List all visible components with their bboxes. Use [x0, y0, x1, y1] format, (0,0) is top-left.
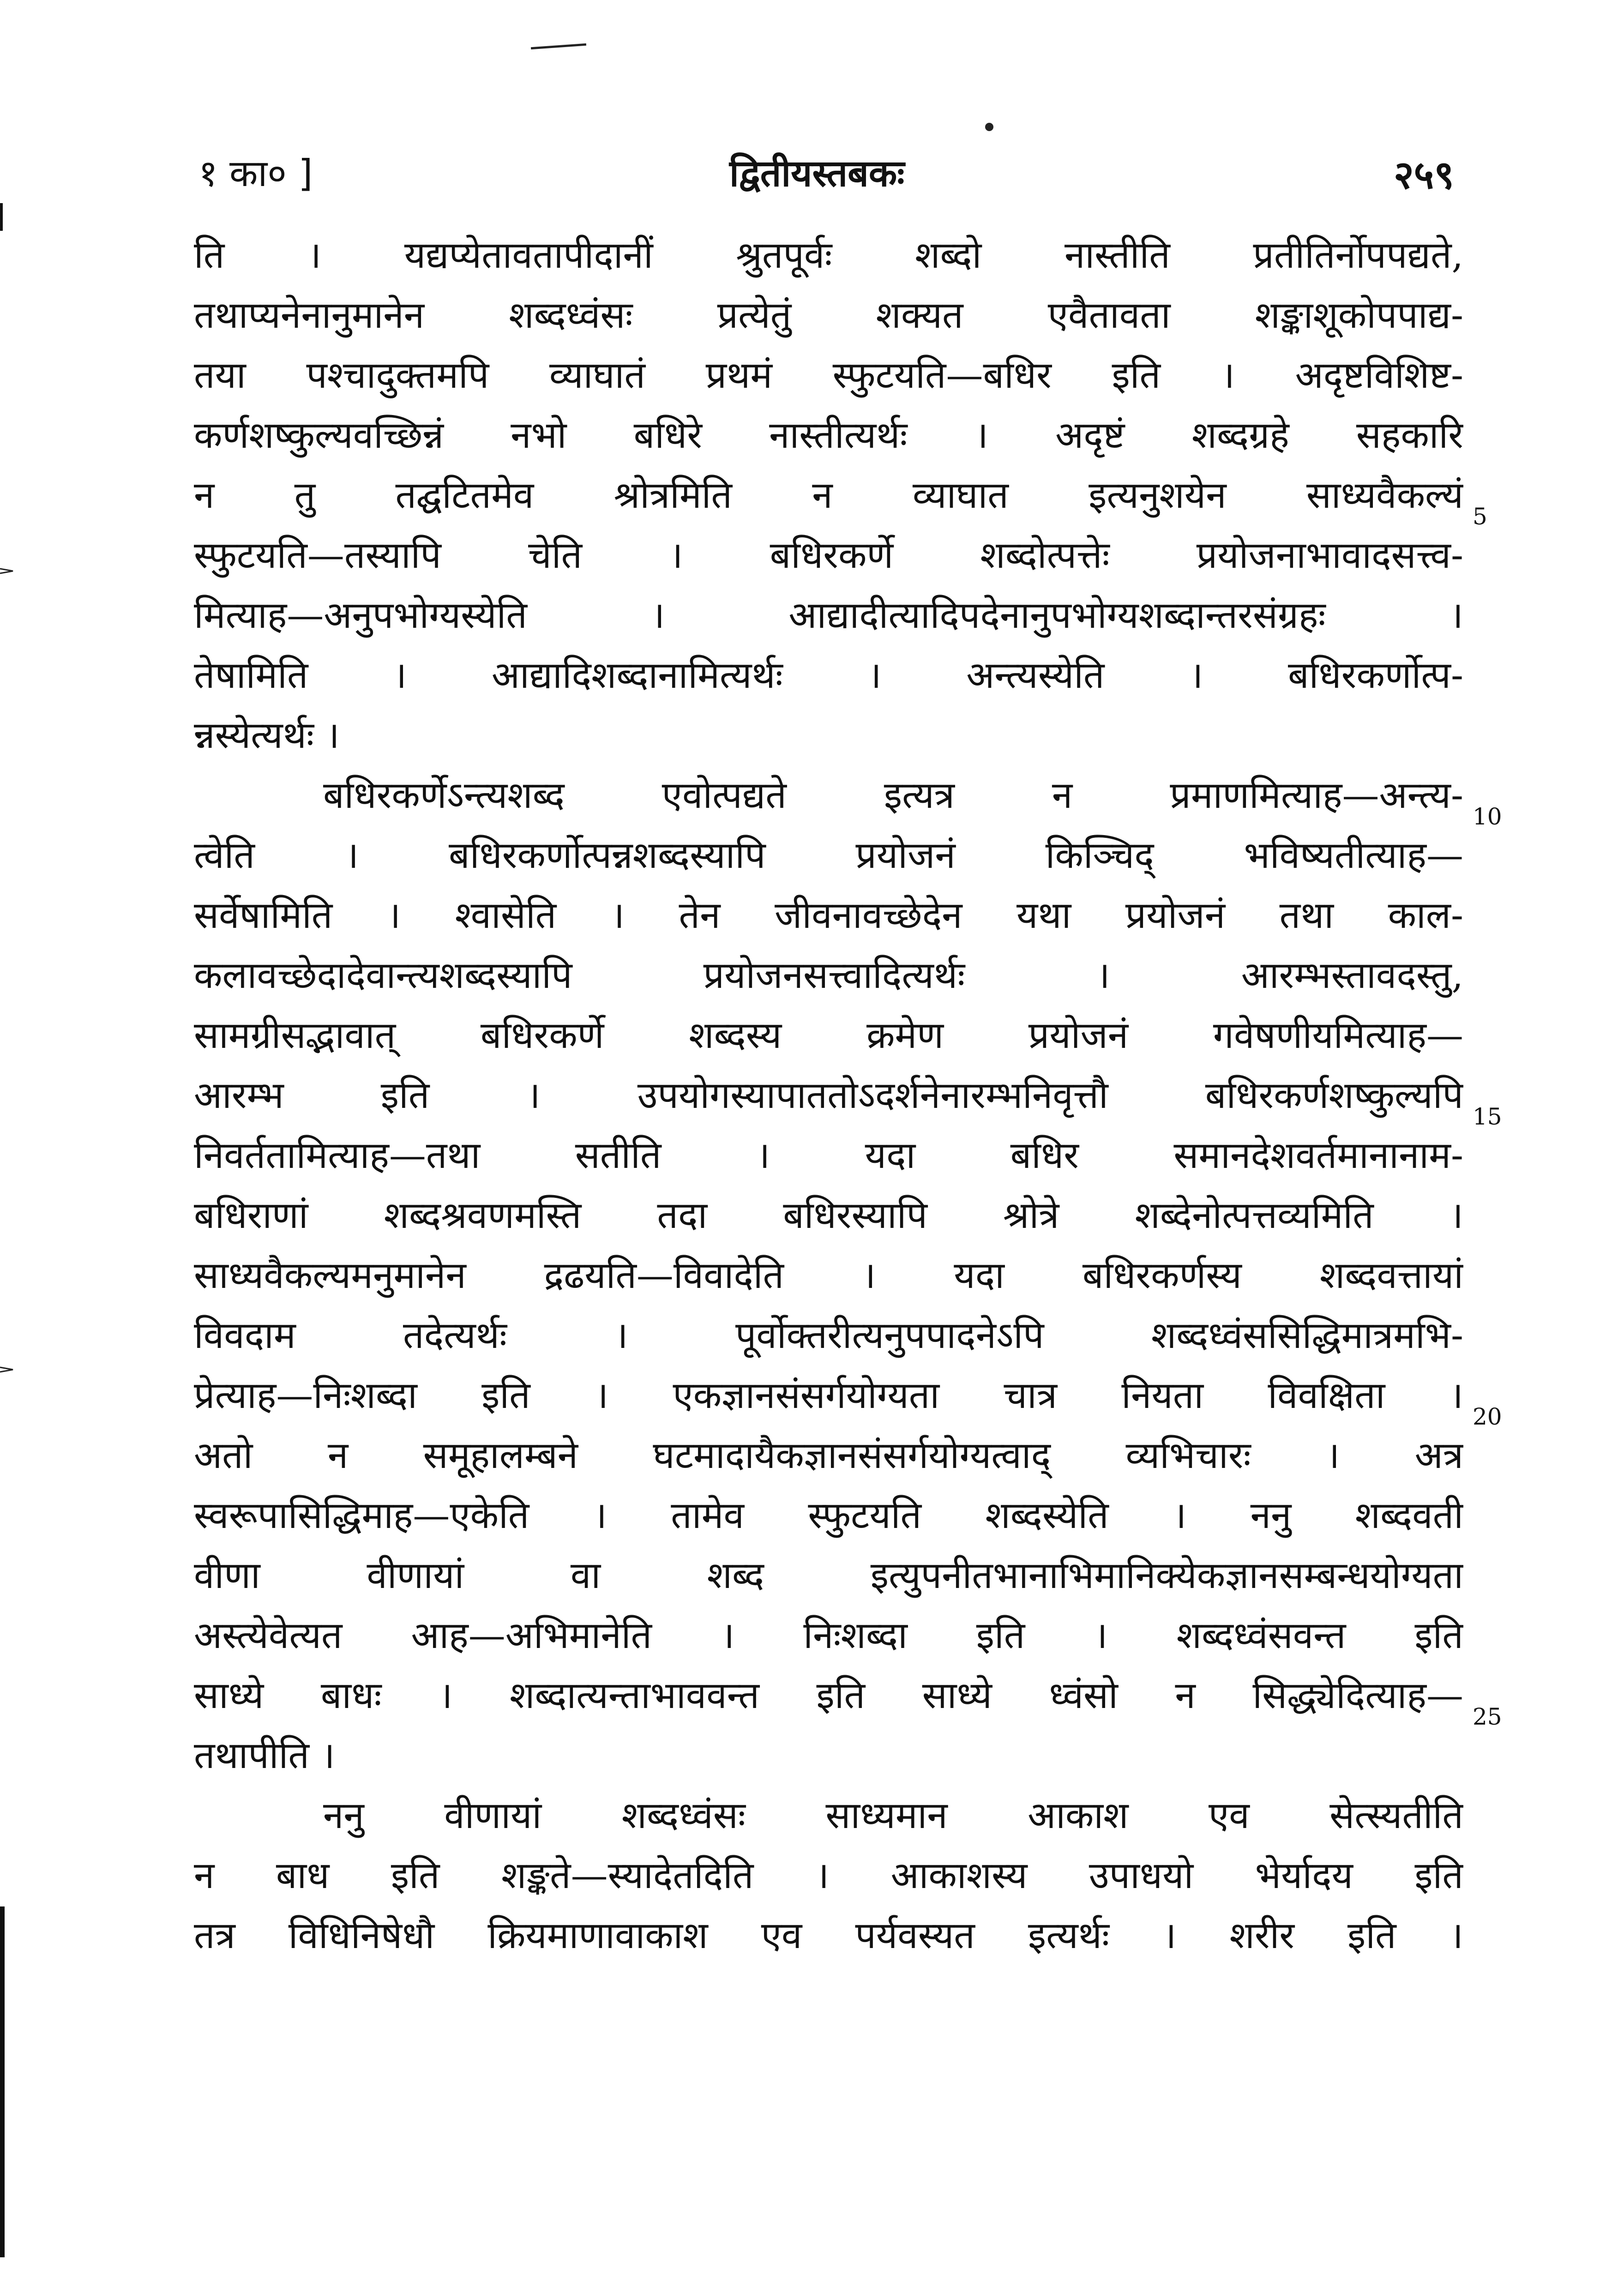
- scan-edge: [0, 203, 3, 231]
- text-line-4: कर्णशष्कुल्यवच्छिन्नं नभो बधिरे नास्तीत्यर्थः । अदृष्टं शब्दग्रहे सहकारि: [194, 414, 1463, 457]
- line-number: 10: [1473, 803, 1502, 830]
- scan-edge-mark: [0, 568, 14, 574]
- ink-dot: [985, 123, 993, 131]
- text-line-11: त्वेति । बधिरकर्णोत्पन्नशब्दस्यापि प्रयोजनं किञ्चिद् भविष्यतीत्याह—: [194, 834, 1463, 877]
- text-line-12: सर्वेषामिति । श्वासेति । तेन जीवनावच्छेदेन यथा प्रयोजनं तथा काल-: [194, 894, 1463, 937]
- text-line-26: तथापीति ।: [194, 1734, 335, 1777]
- text-line-9: न्नस्येत्यर्थः ।: [194, 714, 340, 757]
- text-line-2: तथाप्यनेनानुमानेन शब्दध्वंसः प्रत्येतुं शक्यत एवैतावता शङ्काशूकोपपाद्य-: [194, 294, 1463, 337]
- line-number: 15: [1473, 1103, 1502, 1130]
- scan-edge: [0, 1906, 5, 2257]
- ink-mark: [531, 43, 586, 49]
- text-line-23: वीणा वीणायां वा शब्द इत्युपनीतभानाभिमानिक्येकज्ञानसम्बन्धयोग्यता: [194, 1554, 1463, 1597]
- text-line-15: आरम्भ इति । उपयोगस्यापाततोऽदर्शनेनारम्भनिवृत्तौ बधिरकर्णशष्कुल्यपि: [194, 1074, 1463, 1117]
- text-line-17: बधिराणां शब्दश्रवणमस्ति तदा बधिरस्यापि श्रोत्रे शब्देनोत्पत्तव्यमिति ।: [194, 1194, 1463, 1237]
- section-marker: १ का० ]: [198, 152, 313, 195]
- text-line-25: साध्ये बाधः । शब्दात्यन्ताभाववन्त इति साध्ये ध्वंसो न सिद्ध्येदित्याह—: [194, 1674, 1463, 1717]
- text-line-14: सामग्रीसद्भावात् बधिरकर्णे शब्दस्य क्रमेण प्रयोजनं गवेषणीयमित्याह—: [194, 1014, 1463, 1057]
- chapter-title: द्वितीयस्तबकः: [729, 152, 905, 195]
- line-number: 20: [1473, 1403, 1502, 1430]
- text-line-19: विवदाम तदेत्यर्थः । पूर्वोक्तरीत्यनुपपादनेऽपि शब्दध्वंससिद्धिमात्रमभि-: [194, 1314, 1463, 1357]
- text-line-5: न तु तद्घटितमेव श्रोत्रमिति न व्याघात इत्यनुशयेन साध्यवैकल्यं: [194, 474, 1463, 517]
- line-number: 5: [1473, 503, 1487, 530]
- text-line-8: तेषामिति । आद्यादिशब्दानामित्यर्थः । अन्त्यस्येति । बधिरकर्णोत्प-: [194, 654, 1463, 697]
- text-line-20: प्रेत्याह—निःशब्दा इति । एकज्ञानसंसर्गयोग्यता चात्र नियता विवक्षिता ।: [194, 1374, 1463, 1417]
- text-line-13: कलावच्छेदादेवान्त्यशब्दस्यापि प्रयोजनसत्त्वादित्यर्थः । आरम्भस्तावदस्तु,: [194, 954, 1463, 997]
- text-line-28: न बाध इति शङ्कते—स्यादेतदिति । आकाशस्य उपाधयो भेर्यादय इति: [194, 1854, 1463, 1897]
- page-number: २५९: [1393, 152, 1454, 198]
- text-line-7: मित्याह—अनुपभोग्यस्येति । आद्यादीत्यादिपदेनानुपभोग्यशब्दान्तरसंग्रहः ।: [194, 594, 1463, 637]
- commentary-text: [194, 225, 1463, 1966]
- text-line-22: स्वरूपासिद्धिमाह—एकेति । तामेव स्फुटयति शब्दस्येति । ननु शब्दवती: [194, 1494, 1463, 1537]
- text-line-29: तत्र विधिनिषेधौ क्रियमाणावाकाश एव पर्यवस्यत इत्यर्थः । शरीर इति ।: [194, 1914, 1463, 1957]
- text-line-21: अतो न समूहालम्बने घटमादायैकज्ञानसंसर्गयोग्यत्वाद् व्यभिचारः । अत्र: [194, 1434, 1463, 1477]
- text-line-27: ननु वीणायां शब्दध्वंसः साध्यमान आकाश एव सेत्स्यतीति: [323, 1794, 1463, 1837]
- text-line-1: ति । यद्यप्येतावतापीदानीं श्रुतपूर्वः शब्दो नास्तीति प्रतीतिर्नोपपद्यते,: [194, 234, 1463, 277]
- text-line-6: स्फुटयति—तस्यापि चेति । बधिरकर्णे शब्दोत्पत्तेः प्रयोजनाभावादसत्त्व-: [194, 534, 1463, 577]
- text-line-18: साध्यवैकल्यमनुमानेन द्रढयति—विवादेति । यदा बधिरकर्णस्य शब्दवत्तायां: [194, 1254, 1463, 1297]
- running-header: [198, 147, 1454, 207]
- line-number: 25: [1473, 1703, 1502, 1730]
- text-line-24: अस्त्येवेत्यत आह—अभिमानेति । निःशब्दा इति । शब्दध्वंसवन्त इति: [194, 1614, 1463, 1657]
- text-line-16: निवर्ततामित्याह—तथा सतीति । यदा बधिर समानदेशवर्तमानानाम-: [194, 1134, 1463, 1177]
- scan-edge-mark: [0, 1366, 14, 1373]
- text-line-10: बधिरकर्णेऽन्त्यशब्द एवोत्पद्यते इत्यत्र न प्रमाणमित्याह—अन्त्य-: [323, 774, 1463, 817]
- text-line-3: तया पश्चादुक्तमपि व्याघातं प्रथमं स्फुटयति—बधिर इति । अदृष्टविशिष्ट-: [194, 354, 1463, 397]
